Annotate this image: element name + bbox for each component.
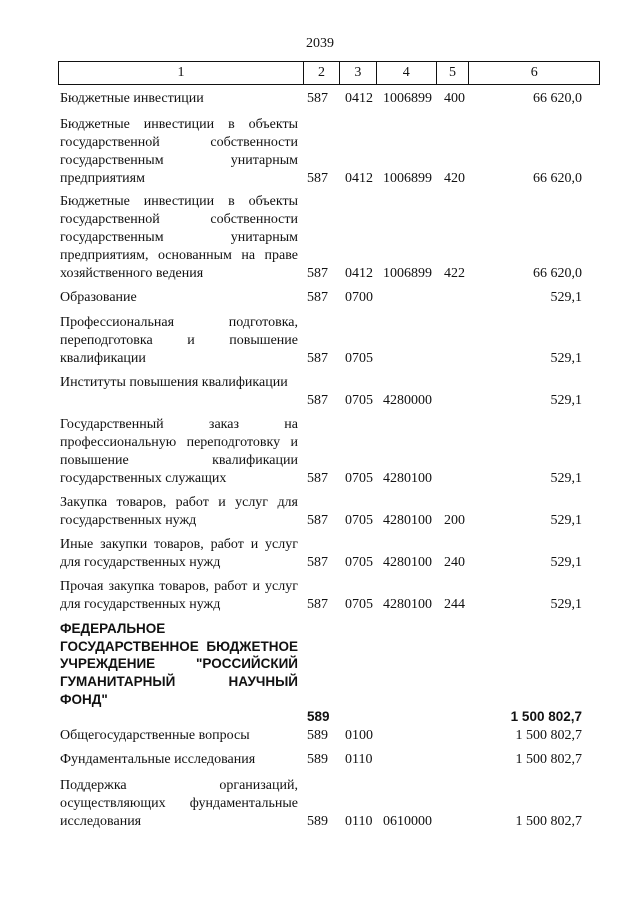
row-ministry-code: 587: [307, 513, 328, 528]
table-row: [0, 578, 640, 614]
row-expense-kind: 420: [444, 171, 465, 186]
row-ministry-code: 587: [307, 290, 328, 305]
page-number: 2039: [306, 36, 334, 51]
row-ministry-code: 587: [307, 266, 328, 281]
row-ministry-code: 587: [307, 597, 328, 612]
row-ministry-code: 589: [307, 814, 328, 829]
table-row: [0, 751, 640, 769]
row-description: Профессиональная подготовка, переподготовка и повышение квалификации: [60, 315, 298, 366]
row-amount: 529,1: [550, 351, 582, 366]
row-section-code: 0412: [345, 266, 373, 281]
row-description: Образование: [60, 290, 137, 305]
row-description: Государственный заказ на профессиональную переподготовку и повышение квалификации государственных служащих: [60, 417, 298, 486]
row-article-code: 4280100: [383, 597, 432, 612]
row-ministry-code: 587: [307, 393, 328, 408]
row-article-code: 1006899: [383, 171, 432, 186]
row-description: Бюджетные инвестиции в объекты государственной собственности государственным унитарным предприятиям: [60, 117, 298, 186]
row-description: ФЕДЕРАЛЬНОЕ ГОСУДАРСТВЕННОЕ БЮДЖЕТНОЕ УЧРЕЖДЕНИЕ "РОССИЙСКИЙ ГУМАНИТАРНЫЙ НАУЧНЫЙ ФОНД": [60, 621, 298, 707]
column-header-6: 6: [530, 65, 538, 80]
row-description: Бюджетные инвестиции в объекты государственной собственности государственным унитарным предприятиям, основанным на праве хозяйственного ведения: [60, 194, 298, 281]
row-amount: 66 620,0: [533, 91, 582, 106]
column-header-5: 5: [437, 62, 470, 84]
row-section-code: 0705: [345, 393, 373, 408]
row-article-code: 4280100: [383, 513, 432, 528]
row-ministry-code: 589: [307, 709, 330, 724]
row-expense-kind: 200: [444, 513, 465, 528]
table-row: [0, 314, 640, 368]
row-article-code: 4280100: [383, 471, 432, 486]
table-row: [0, 494, 640, 530]
row-article-code: 4280100: [383, 555, 432, 570]
row-ministry-code: 589: [307, 728, 328, 743]
row-section-code: 0412: [345, 171, 373, 186]
row-expense-kind: 400: [444, 91, 465, 106]
row-section-code: 0705: [345, 555, 373, 570]
row-expense-kind: 422: [444, 266, 465, 281]
column-header-2: 2: [304, 62, 340, 84]
row-ministry-code: 589: [307, 752, 328, 767]
row-description: Общегосударственные вопросы: [60, 728, 250, 743]
row-section-code: 0705: [345, 513, 373, 528]
row-description: Бюджетные инвестиции: [60, 91, 204, 106]
row-amount: 529,1: [550, 513, 582, 528]
row-amount: 66 620,0: [533, 171, 582, 186]
row-amount: 1 500 802,7: [510, 709, 582, 724]
column-header-4: 4: [377, 62, 437, 84]
row-section-code: 0110: [345, 752, 373, 767]
row-amount: 529,1: [550, 555, 582, 570]
row-article-code: 0610000: [383, 814, 432, 829]
row-amount: 529,1: [550, 597, 582, 612]
row-ministry-code: 587: [307, 555, 328, 570]
row-expense-kind: 244: [444, 597, 465, 612]
row-description: Фундаментальные исследования: [60, 752, 256, 767]
row-expense-kind: 240: [444, 555, 465, 570]
row-amount: 1 500 802,7: [515, 728, 582, 743]
row-article-code: 1006899: [383, 266, 432, 281]
column-header-3: 3: [340, 62, 377, 84]
table-row: [0, 289, 640, 307]
row-description: Институты повышения квалификации: [60, 375, 288, 390]
row-section-code: 0100: [345, 728, 373, 743]
row-article-code: 4280000: [383, 393, 432, 408]
row-ministry-code: 587: [307, 471, 328, 486]
table-row: [0, 193, 640, 283]
row-amount: 529,1: [550, 290, 582, 305]
row-section-code: 0700: [345, 290, 373, 305]
row-description: Поддержка организаций, осуществляющих фундаментальные исследования: [60, 778, 298, 829]
column-header-1: 1: [59, 62, 304, 84]
table-row: [0, 374, 640, 410]
row-section-code: 0705: [345, 471, 373, 486]
row-description: Иные закупки товаров, работ и услуг для государственных нужд: [60, 537, 298, 570]
row-description: Закупка товаров, работ и услуг для государственных нужд: [60, 495, 298, 528]
row-section-code: 0705: [345, 351, 373, 366]
row-ministry-code: 587: [307, 91, 328, 106]
row-amount: 1 500 802,7: [515, 752, 582, 767]
row-amount: 66 620,0: [533, 266, 582, 281]
row-section-code: 0705: [345, 597, 373, 612]
table-row: [0, 116, 640, 188]
table-row: [0, 416, 640, 488]
table-row: [0, 536, 640, 572]
table-row: [0, 777, 640, 831]
row-article-code: 1006899: [383, 91, 432, 106]
row-section-code: 0412: [345, 91, 373, 106]
table-row-organization: [0, 620, 640, 726]
table-row: [0, 727, 640, 745]
row-amount: 529,1: [550, 471, 582, 486]
row-description: Прочая закупка товаров, работ и услуг для государственных нужд: [60, 579, 298, 612]
row-amount: 529,1: [550, 393, 582, 408]
table-row: [0, 90, 640, 108]
row-amount: 1 500 802,7: [515, 814, 582, 829]
row-ministry-code: 587: [307, 351, 328, 366]
row-ministry-code: 587: [307, 171, 328, 186]
row-section-code: 0110: [345, 814, 373, 829]
